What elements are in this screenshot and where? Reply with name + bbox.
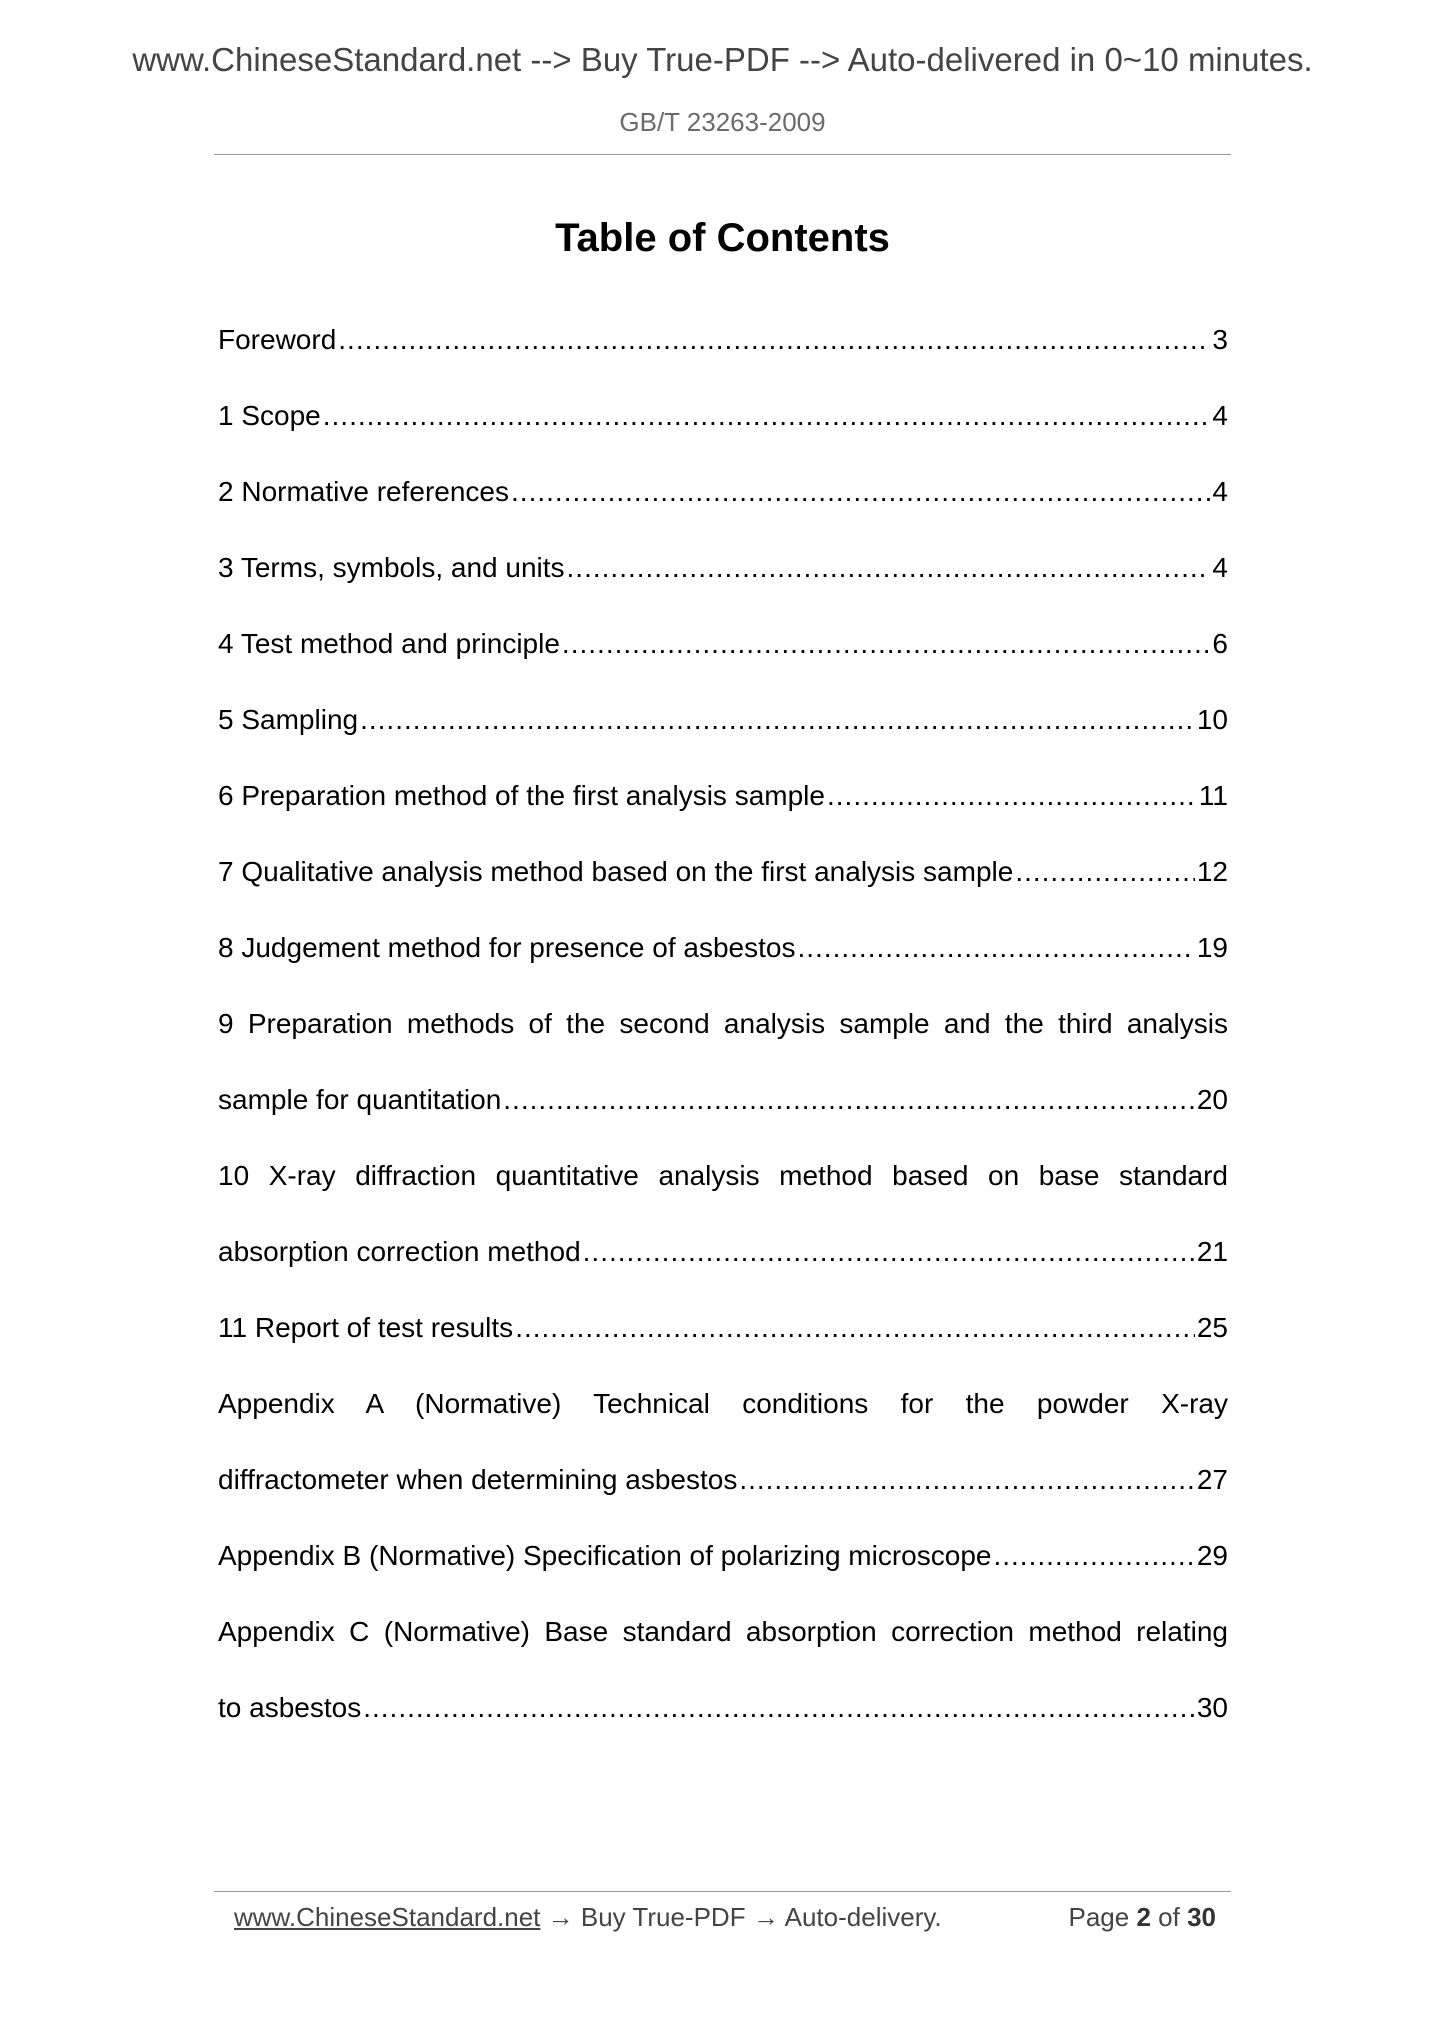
- dot-leader: [739, 1442, 1195, 1518]
- dot-leader: [503, 1062, 1195, 1138]
- toc-entry-text: Appendix B (Normative) Specification of polarizing microscope: [218, 1540, 992, 1571]
- footer-divider: [214, 1891, 1231, 1892]
- toc-entry-first-sample-prep[interactable]: [218, 758, 1228, 834]
- toc-entry-page: 6: [1212, 628, 1228, 659]
- toc-entry-text: diffractometer when determining asbestos: [218, 1464, 738, 1495]
- dot-leader: [363, 1670, 1195, 1746]
- toc-entry-appendix-a-cont[interactable]: [218, 1442, 1228, 1518]
- dot-leader: [515, 1290, 1195, 1366]
- toc-entry-terms[interactable]: [218, 530, 1228, 606]
- toc-entry-scope[interactable]: [218, 378, 1228, 454]
- page-title: Table of Contents: [555, 216, 890, 260]
- footer-buy-text: Buy True-PDF: [580, 1902, 746, 1932]
- toc-entry-qualitative-analysis[interactable]: [218, 834, 1228, 910]
- toc-entry-page: 4: [1212, 400, 1228, 431]
- toc-entry-text: absorption correction method: [218, 1236, 581, 1267]
- toc-entry-page: 12: [1196, 856, 1228, 887]
- toc-entry-text: 8 Judgement method for presence of asbestos: [218, 932, 796, 963]
- dot-leader: [583, 1214, 1195, 1290]
- dot-leader: [562, 606, 1211, 682]
- toc-entry-appendix-c-cont[interactable]: [218, 1670, 1228, 1746]
- toc-entry-judgement-method[interactable]: [218, 910, 1228, 986]
- toc-entry-text: 11 Report of test results: [218, 1312, 514, 1343]
- toc-entry-page: 19: [1196, 932, 1228, 963]
- toc-entry-text: sample for quantitation: [218, 1084, 502, 1115]
- toc-entry-text: 3 Terms, symbols, and units: [218, 552, 565, 583]
- dot-leader: [993, 1518, 1194, 1594]
- toc-entry-page: 10: [1196, 704, 1228, 735]
- toc-entry-text: Foreword: [218, 324, 337, 355]
- toc-entry-sampling[interactable]: [218, 682, 1228, 758]
- arrow-right-icon: →: [752, 1902, 779, 1932]
- toc-entry-text: 6 Preparation method of the first analysis sample: [218, 780, 825, 811]
- toc-entry-page: 21: [1196, 1236, 1228, 1267]
- page-number: [1068, 1897, 1216, 1937]
- toc-entry-report[interactable]: [218, 1290, 1228, 1366]
- toc-entry-xrd-quantitative[interactable]: 10 X-ray diffraction quantitative analysis method based on base standard: [218, 1160, 1228, 1191]
- toc-entry-second-third-sample-prep[interactable]: 9 Preparation methods of the second analysis sample and the third analysis: [218, 1008, 1228, 1039]
- toc-entry-page: 4: [1212, 476, 1228, 507]
- toc-entry-appendix-a[interactable]: Appendix A (Normative) Technical conditions for the powder X-ray: [218, 1388, 1228, 1419]
- dot-leader: [360, 682, 1195, 758]
- dot-leader: [323, 378, 1211, 454]
- dot-leader: [511, 454, 1210, 530]
- toc-entry-text: 1 Scope: [218, 400, 321, 431]
- dot-leader: [1015, 834, 1195, 910]
- toc-entry-text: 2 Normative references: [218, 476, 510, 507]
- toc-entry-test-method[interactable]: [218, 606, 1228, 682]
- toc-entry-page: 30: [1196, 1692, 1228, 1723]
- dot-leader: [797, 910, 1194, 986]
- arrow-right-icon: →: [547, 1902, 574, 1932]
- document-code: GB/T 23263-2009: [619, 107, 826, 137]
- page-footer: [234, 1897, 1216, 1937]
- footer-delivery-text: Auto-delivery.: [784, 1902, 942, 1932]
- toc-entry-page: 27: [1196, 1464, 1228, 1495]
- footer-promo: [234, 1897, 942, 1937]
- page-of: of: [1158, 1902, 1180, 1932]
- dot-leader: [567, 530, 1211, 606]
- toc-entry-second-third-sample-prep-cont[interactable]: [218, 1062, 1228, 1138]
- toc-entry-page: 11: [1198, 780, 1228, 811]
- toc-entry-text: to asbestos: [218, 1692, 362, 1723]
- dot-leader: [338, 302, 1210, 378]
- footer-link[interactable]: www.ChineseStandard.net: [234, 1902, 541, 1932]
- toc-entry-text: 5 Sampling: [218, 704, 359, 735]
- toc-entry-page: 25: [1196, 1312, 1228, 1343]
- toc-entry-page: 3: [1212, 324, 1228, 355]
- table-of-contents: [218, 302, 1228, 1746]
- toc-entry-appendix-c[interactable]: Appendix C (Normative) Base standard absorption correction method relating: [218, 1616, 1228, 1647]
- toc-entry-page: 20: [1196, 1084, 1228, 1115]
- toc-entry-normative-references[interactable]: [218, 454, 1228, 530]
- toc-entry-page: 4: [1212, 552, 1228, 583]
- toc-entry-appendix-b[interactable]: [218, 1518, 1228, 1594]
- page-total: 30: [1187, 1902, 1216, 1932]
- toc-entry-xrd-quantitative-cont[interactable]: [218, 1214, 1228, 1290]
- page-label: Page: [1068, 1902, 1130, 1932]
- top-banner: www.ChineseStandard.net --> Buy True-PDF --> Auto-delivered in 0~10 minutes.: [132, 41, 1313, 78]
- toc-entry-text: 4 Test method and principle: [218, 628, 560, 659]
- toc-entry-page: 29: [1196, 1540, 1228, 1571]
- toc-entry-text: 7 Qualitative analysis method based on the first analysis sample: [218, 856, 1014, 887]
- toc-entry-foreword[interactable]: [218, 302, 1228, 378]
- header-divider: [214, 154, 1231, 155]
- page-current: 2: [1136, 1902, 1151, 1932]
- dot-leader: [827, 758, 1197, 834]
